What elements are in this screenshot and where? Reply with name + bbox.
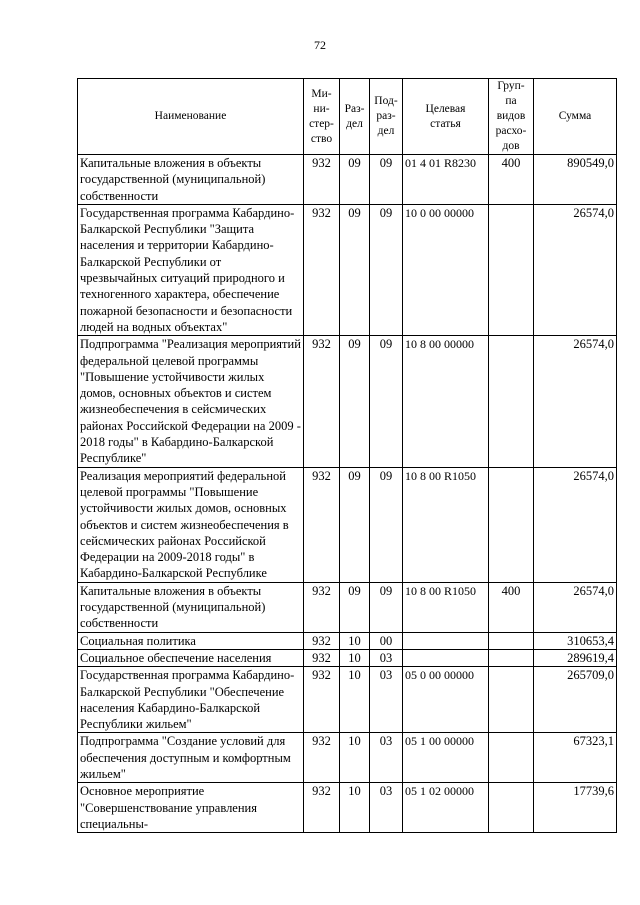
table-row	[78, 783, 617, 833]
row-section: 10	[340, 783, 370, 833]
row-expense-group	[489, 467, 534, 582]
header-subsection: Под- раз- дел	[370, 79, 403, 155]
row-target: 05 0 00 00000	[403, 667, 489, 733]
row-expense-group	[489, 632, 534, 649]
row-name: Подпрограмма "Создание условий для обеспечения доступным и комфортным жильем"	[78, 733, 304, 783]
row-expense-group: 400	[489, 155, 534, 205]
row-target: 10 8 00 R1050	[403, 467, 489, 582]
row-subsection: 09	[370, 155, 403, 205]
budget-table	[77, 78, 617, 833]
row-ministry: 932	[304, 783, 340, 833]
row-name: Капитальные вложения в объекты государственной (муниципальной) собственности	[78, 155, 304, 205]
row-expense-group	[489, 336, 534, 467]
row-name: Основное мероприятие "Совершенствование управления специальны-	[78, 783, 304, 833]
row-ministry: 932	[304, 632, 340, 649]
row-subsection: 09	[370, 336, 403, 467]
header-target: Целевая статья	[403, 79, 489, 155]
row-ministry: 932	[304, 667, 340, 733]
row-subsection: 03	[370, 649, 403, 666]
row-subsection: 09	[370, 582, 403, 632]
row-name: Капитальные вложения в объекты государственной (муниципальной) собственности	[78, 582, 304, 632]
row-target: 05 1 00 00000	[403, 733, 489, 783]
row-section: 09	[340, 155, 370, 205]
row-target: 10 0 00 00000	[403, 204, 489, 335]
row-expense-group	[489, 204, 534, 335]
table-row	[78, 649, 617, 666]
header-section: Раз- дел	[340, 79, 370, 155]
row-amount: 26574,0	[534, 336, 617, 467]
table-row	[78, 733, 617, 783]
row-target: 10 8 00 R1050	[403, 582, 489, 632]
row-amount: 17739,6	[534, 783, 617, 833]
row-section: 10	[340, 667, 370, 733]
row-ministry: 932	[304, 155, 340, 205]
header-amount: Сумма	[534, 79, 617, 155]
header-name: Наименование	[78, 79, 304, 155]
row-name: Государственная программа Кабардино-Балкарской Республики "Обеспечение населения Кабардино-Балкарской Республики жильем"	[78, 667, 304, 733]
row-name: Подпрограмма "Реализация мероприятий федеральной целевой программы "Повышение устойчивости жилых домов, основных объектов и систем жизнеобеспечения в сейсмических районах Российской Федерации на 2009 - 2018 годы" в Кабардино-Балкарской Республике"	[78, 336, 304, 467]
row-section: 10	[340, 733, 370, 783]
row-name: Государственная программа Кабардино-Балкарской Республики "Защита населения и территории Кабардино-Балкарской Республики от чрезвычайных ситуаций природного и техногенного характера, обеспечение пожарной безопасности и безопасности людей на водных объектах"	[78, 204, 304, 335]
row-ministry: 932	[304, 467, 340, 582]
row-amount: 67323,1	[534, 733, 617, 783]
row-expense-group	[489, 733, 534, 783]
row-section: 09	[340, 204, 370, 335]
row-amount: 26574,0	[534, 467, 617, 582]
row-amount: 310653,4	[534, 632, 617, 649]
table-row	[78, 582, 617, 632]
row-section: 10	[340, 649, 370, 666]
row-name: Социальное обеспечение населения	[78, 649, 304, 666]
header-row	[78, 79, 617, 155]
row-amount: 265709,0	[534, 667, 617, 733]
row-section: 09	[340, 582, 370, 632]
row-subsection: 00	[370, 632, 403, 649]
row-name: Реализация мероприятий федеральной целевой программы "Повышение устойчивости жилых домов, основных объектов и систем жизнеобеспечения в сейсмических районах Российской Федерации на 2009-2018 годы" в Кабардино-Балкарской Республике	[78, 467, 304, 582]
table-row	[78, 204, 617, 335]
table-row	[78, 467, 617, 582]
row-subsection: 09	[370, 204, 403, 335]
table-row	[78, 632, 617, 649]
page-number: 72	[314, 38, 326, 52]
row-subsection: 09	[370, 467, 403, 582]
header-expense-group: Груп- па видов расхо- дов	[489, 79, 534, 155]
table-row	[78, 155, 617, 205]
row-ministry: 932	[304, 733, 340, 783]
row-name: Социальная политика	[78, 632, 304, 649]
row-ministry: 932	[304, 336, 340, 467]
row-target	[403, 632, 489, 649]
row-amount: 890549,0	[534, 155, 617, 205]
row-section: 09	[340, 336, 370, 467]
row-target	[403, 649, 489, 666]
row-subsection: 03	[370, 783, 403, 833]
row-section: 10	[340, 632, 370, 649]
row-subsection: 03	[370, 667, 403, 733]
header-ministry: Ми- ни- стер- ство	[304, 79, 340, 155]
row-target: 10 8 00 00000	[403, 336, 489, 467]
row-expense-group	[489, 649, 534, 666]
row-expense-group	[489, 783, 534, 833]
row-ministry: 932	[304, 582, 340, 632]
row-subsection: 03	[370, 733, 403, 783]
row-ministry: 932	[304, 204, 340, 335]
row-ministry: 932	[304, 649, 340, 666]
row-expense-group	[489, 667, 534, 733]
row-expense-group: 400	[489, 582, 534, 632]
row-section: 09	[340, 467, 370, 582]
row-target: 05 1 02 00000	[403, 783, 489, 833]
row-amount: 26574,0	[534, 204, 617, 335]
row-amount: 289619,4	[534, 649, 617, 666]
table-row	[78, 336, 617, 467]
row-target: 01 4 01 R8230	[403, 155, 489, 205]
table-row	[78, 667, 617, 733]
row-amount: 26574,0	[534, 582, 617, 632]
